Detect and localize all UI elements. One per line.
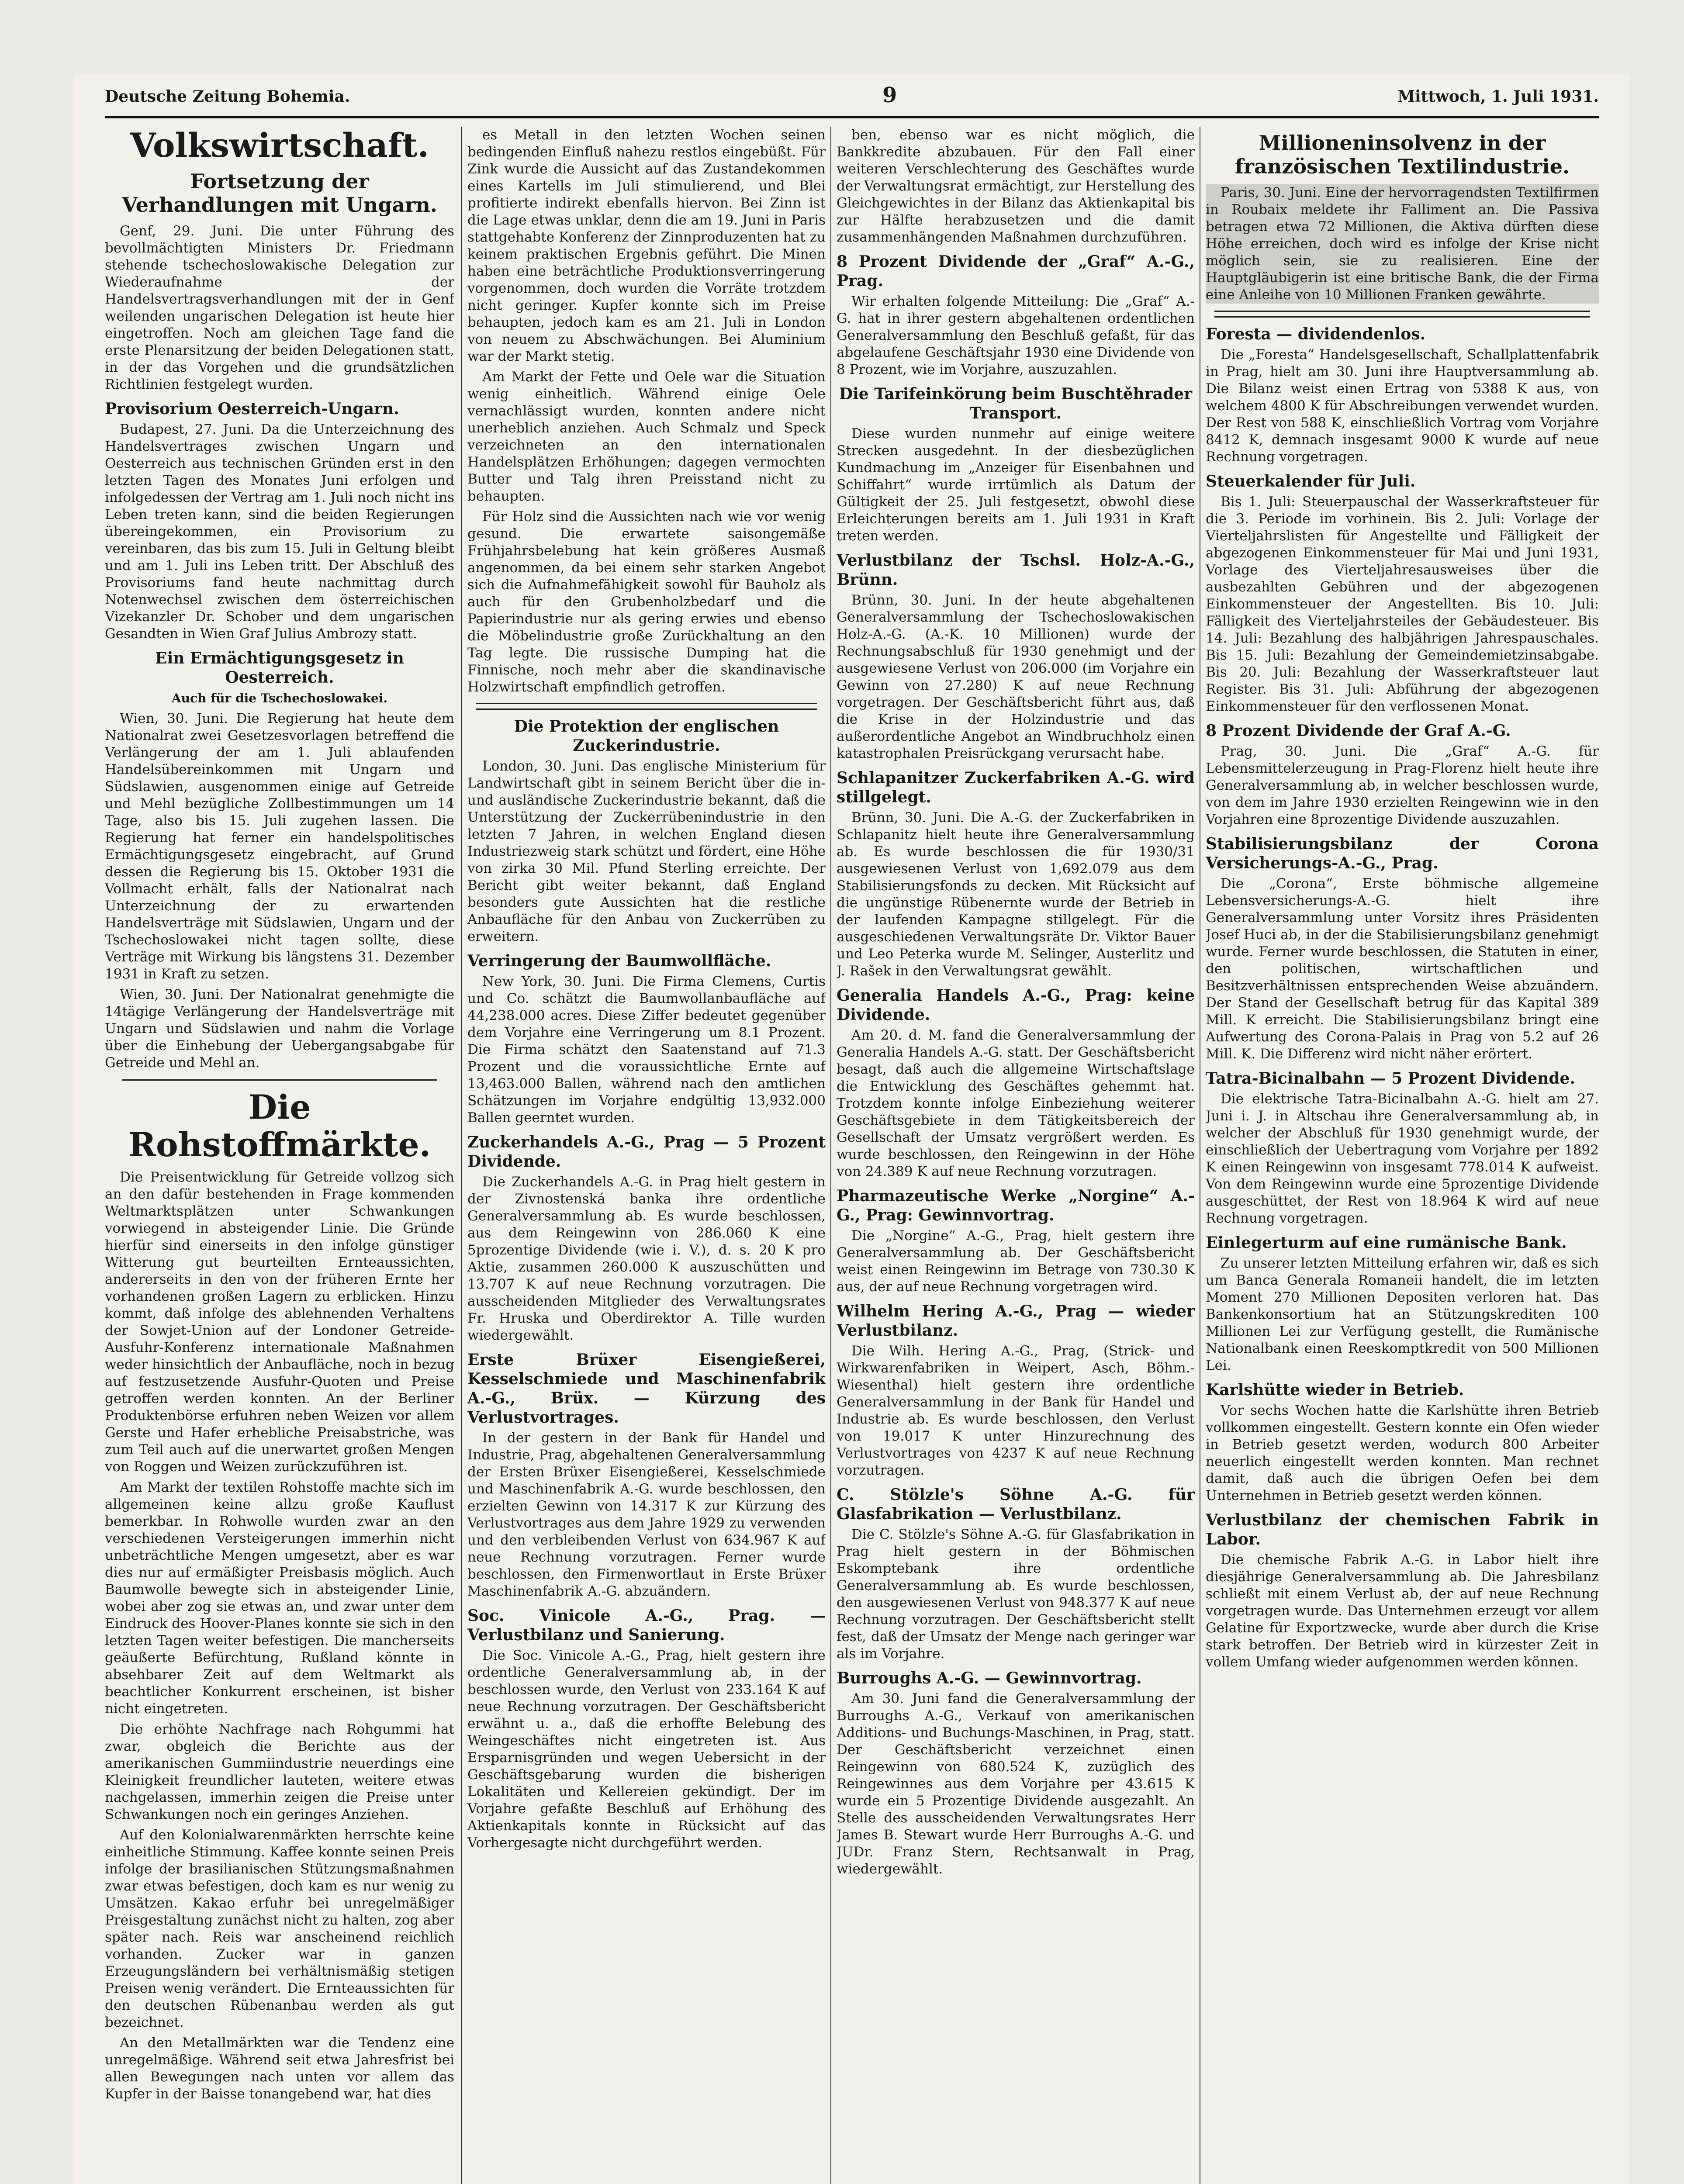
article-headline: Pharmazeutische Werke „Norgine“ A.-G., Prag: Gewinnvortrag. (837, 1187, 1195, 1224)
article-paragraph: Brünn, 30. Juni. In der heute abgehaltenen Generalversammlung der Tschechoslowakischen Holz-A.-G. (A.-K. 10 Millionen) wurde der Rechnungsabschluß für 1930 genehmigt und der ausgewiesene Verlust von 206.000 (im Vorjahre ein Gewinn von 27.280) K auf neue Rechnung vorgetragen. Der Geschäftsbericht führt aus, daß die Krise in der Holzindustrie und das außerordentliche Angebot an Windbruchholz einen katastrophalen Preisrückgang verursacht habe. (837, 592, 1195, 761)
article-paragraph: Wien, 30. Juni. Die Regierung hat heute dem Nationalrat zwei Gesetzesvorlagen betreffend die Verlängerung der am 1. Juli ablaufenden Handelsübereinkommen mit Ungarn und Südslawien, ausgenommen einige auf Getreide und Mehl bezügliche Zollbestimmungen um 14 Tage, also bis 15. Juli zugehen lassen. Die Regierung hat ferner ein handelspolitisches Ermächtigungsgesetz eingebracht, auf Grund dessen die Regierung bis 15. Oktober 1931 die Vollmacht erhält, falls der Nationalrat nach Unterzeichnung der zu erwartenden Handelsverträge mit Südslawien, Ungarn und der Tschechoslowakei nicht tagen sollte, diese Verträge mit Wirkung bis längstens 31. Dezember 1931 in Kraft zu setzen. (105, 711, 454, 982)
column-1 (105, 127, 454, 2184)
article-paragraph: Wien, 30. Juni. Der Nationalrat genehmigte die 14tägige Verlängerung der Handelsverträge mit Ungarn und Südslawien und nahm die Vorlage über die Einhebung der Uebergangsabgabe für Getreide und Mehl an. (105, 987, 454, 1071)
article-paragraph: ben, ebenso war es nicht möglich, die Bankkredite abzubauen. Für den Fall einer weiteren Verschlechterung des Geschäftes wurde der Verwaltungsrat ermächtigt, zur Herstellung des Gleichgewichtes in der Bilanz das Aktienkapital bis zur Hälfte herabzusetzen und die damit zusammenhängenden Maßnahmen durchzuführen. (837, 127, 1195, 245)
article-paragraph: Die Wilh. Hering A.-G., Prag, (Strick- und Wirkwarenfabriken in Weipert, Asch, Böhm.-Wiesenthal) hielt gestern ihre ordentliche Generalversammlung in der Bank für Handel und Industrie ab. Es wurde beschlossen, den Verlust von 19.017 K unter Hinzurechnung des Verlustvortrages von 4237 K auf neue Rechnung vorzutragen. (837, 1343, 1195, 1478)
section-title: Volkswirtschaft. (130, 127, 429, 165)
masthead (105, 83, 1599, 114)
article-paragraph: Diese wurden nunmehr auf einige weitere Strecken ausgedehnt. In der diesbezüglichen Kundmachung im „Anzeiger für Eisenbahnen und Schiffahrt“ wurde irrtümlich als Datum der Gültigkeit der 25. Juli festgesetzt, obwohl diese Erleichterungen bereits am 1. Juli 1931 in Kraft treten werden. (837, 426, 1195, 544)
article-headline: Foresta — dividendenlos. (1206, 325, 1426, 343)
article-paragraph: Die „Foresta“ Handelsgesellschaft, Schallplattenfabrik in Prag, hielt am 30. Juni ihre Hauptversammlung ab. Die Bilanz weist einen Ertrag von 5388 K aus, von welchem 4800 K für Abschreibungen verwendet wurden. Der Rest von 588 K, einschließlich Vortrag vom Vorjahre 8412 K, demnach insgesamt 9000 K wurde auf neue Rechnung vorgetragen. (1206, 347, 1599, 465)
article-paragraph: In der gestern in der Bank für Handel und Industrie, Prag, abgehaltenen Generalversammlung der Ersten Brüxer Eisengießerei, Kesselschmiede und Maschinenfabrik A.-G. wurde beschlossen, den erzielten Gewinn von 14.317 K zur Kürzung des Verlustvortrages aus dem Jahre 1929 zu verwenden und den verbleibenden Verlust von 634.967 K auf neue Rechnung vorzutragen. Ferner wurde beschlossen, den Firmenwortlaut in Erste Brüxer Maschinenfabrik A.-G. abzuändern. (467, 1430, 826, 1599)
article-headline: Tatra-Bicinalbahn — 5 Prozent Dividende. (1206, 1069, 1575, 1088)
article-paragraph: Die C. Stölzle's Söhne A.-G. für Glasfabrikation in Prag hielt gestern in der Böhmischen Eskomptebank ihre ordentliche Generalversammlung ab. Es wurde beschlossen, den ausgewiesenen Verlust von 948.377 K auf neue Rechnung vorzutragen. Der Geschäftsbericht stellt fest, daß der Umsatz der Menge nach geringer war als im Vorjahre. (837, 1527, 1195, 1662)
article-headline: Wilhelm Hering A.-G., Prag — wieder Verlustbilanz. (837, 1302, 1195, 1340)
article-paragraph: Die Soc. Vinicole A.-G., Prag, hielt gestern ihre ordentliche Generalversammlung ab, in der beschlossen wurde, den Verlust von 233.164 K auf neue Rechnung vorzutragen. Der Geschäftsbericht erwähnt u. a., daß die erhoffte Belebung des Weingeschäftes nicht eingetreten ist. Aus Ersparnisgründen und wegen Uebersicht in der Geschäftsgebarung wurden die bisherigen Lokalitäten und Kellereien gekündigt. Der im Vorjahre gefaßte Beschluß auf Erhöhung des Aktienkapitals konnte in Rücksicht auf das Vorhergesagte nicht durchgeführt werden. (467, 1648, 826, 1851)
header-rule (105, 116, 1599, 118)
article-paragraph: London, 30. Juni. Das englische Ministerium für Landwirtschaft gibt in seinem Bericht über die in- und ausländische Zuckerindustrie bekannt, daß die Unterstützung der Zuckerrübenindustrie in den letzten 7 Jahren, in welchen England diesen Industriezweig stark schützt und fördert, eine Höhe von zirka 30 Mil. Pfund Sterling erreichte. Der Bericht gibt weiter bekannt, daß England besonders gute Aussichten hat die restliche Anbaufläche für den Anbau von Zuckerrüben zu erweitern. (467, 758, 826, 944)
article-headline: 8 Prozent Dividende der „Graf“ A.-G., Prag. (837, 252, 1195, 290)
article-headline: Ein Ermächtigungsgesetz in Oesterreich. (155, 649, 404, 687)
article-paragraph: An den Metallmärkten war die Tendenz eine unregelmäßige. Während seit etwa Jahresfrist bei allen Bewegungen nach unten vor allem das Kupfer in der Baisse tonangebend war, hat dies (105, 2035, 454, 2102)
article-paragraph: Zu unserer letzten Mitteilung erfahren wir, daß es sich um Banca Generala Romaneii handelt, die im letzten Moment 270 Millionen Depositen verloren hat. Das Bankenkonsortium hat an Stützungskrediten 100 Millionen Lei zur Verfügung gestellt, die Rumänische Nationalbank einen Reeskomptkredit von 500 Millionen Lei. (1206, 1255, 1599, 1373)
article-headline: Soc. Vinicole A.-G., Prag. — Verlustbilanz und Sanierung. (467, 1607, 826, 1644)
article-paragraph: Budapest, 27. Juni. Da die Unterzeichnung des Handelsvertrages zwischen Ungarn und Oesterreich aus technischen Gründen erst in den letzten Tagen des Monates Juni erfolgen und infolgedessen der Vertrag am 1. Juli noch nicht ins Leben treten kann, sind die beiden Regierungen übereingekommen, ein Provisorium zu vereinbaren, das bis zum 15. Juli in Geltung bleibt und am 1. Juli ins Leben tritt. Der Abschluß des Provisoriums fand heute nachmittag durch Notenwechsel zwischen dem österreichischen Vizekanzler Dr. Schober und dem ungarischen Gesandten in Wien Graf Julius Ambrozy statt. (105, 422, 454, 642)
article-paragraph: Bis 1. Juli: Steuerpauschal der Wasserkraftsteuer für die 3. Periode im vorhinein. Bis 2. Juli: Vorlage der Vierteljahrslisten für Angestellte und Fälligkeit der abgezogenen Einkommensteuer für Mai und Juni 1931, Vorlage des Vierteljahresausweises über die ausbezahlten Gebühren und der abgezogenen Einkommensteuer der Angestellten. Bis 10. Juli: Fälligkeit des Vierteljahrsteiles der Gebäudesteuer. Bis 14. Juli: Bezahlung des halbjährigen Jahrespauschales. Bis 15. Juli: Bezahlung der Gemeindemietzinsabgabe. Bis 20. Juli: Bezahlung der Wasserkraftsteuer laut Register. Bis 31. Juli: Abführung der abgezogenen Einkommensteuer für den verflossenen Monat. (1206, 494, 1599, 714)
article-headline: Verringerung der Baumwollfläche. (467, 952, 771, 970)
article-subheadline: Auch für die Tschechoslowakei. (171, 691, 388, 705)
divider (1214, 311, 1590, 318)
newspaper-page (74, 74, 1629, 2184)
article-paragraph: Paris, 30. Juni. Eine der hervorragendsten Textilfirmen in Roubaix meldete ihr Falliment an. Die Passiva betragen etwa 72 Millionen, die Aktiva dürften diese Höhe erreichen, doch wird es infolge der Krise nicht möglich sein, sie zu realisieren. Eine der Hauptgläubigerin ist eine britische Bank, die der Firma eine Anleihe von 10 Millionen Franken gewährte. (1206, 185, 1599, 303)
article-headline: Fortsetzung der Verhandlungen mit Ungarn. (122, 169, 437, 217)
article-paragraph: Auf den Kolonialwarenmärkten herrschte keine einheitliche Stimmung. Kaffee konnte seinen Preis infolge der brasilianischen Stützungsmaßnahmen zwar etwas befestigen, doch kam es nur wenig zu Umsätzen. Kakao erfuhr bei unregelmäßiger Preisgestaltung zunächst nicht zu halten, zog aber später nach. Reis war anscheinend reichlich vorhanden. Zucker war in ganzen Erzeugungsländern bei verhältnismäßig stetigen Preisen wenig verändert. Die Ernteaussichten für den deutschen Rübenanbau werden als gut bezeichnet. (105, 1827, 454, 2030)
article-paragraph: Brünn, 30. Juni. Die A.-G. der Zuckerfabriken in Schlapanitz hielt heute ihre Generalversammlung ab. Es wurde beschlossen die für 1930/31 ausgewiesenen Verlust von 1,692.079 aus dem Stabilisierungsfonds zu decken. Mit Rücksicht auf die ungünstige Rübenernte wurde der Betrieb in der laufenden Kampagne stillgelegt. Für die ausgeschiedenen Verwaltungsräte Dr. Viktor Bauer und Leo Peterka wurde M. Selinger, Austerlitz und J. Rašek in den Verwaltungsrat gewählt. (837, 810, 1195, 979)
article-headline: Einlegerturm auf eine rumänische Bank. (1206, 1234, 1567, 1252)
divider (122, 1079, 437, 1081)
article-paragraph: Wir erhalten folgende Mitteilung: Die „Graf“ A.-G. hat in ihrer gestern abgehaltenen ordentlichen Generalversammlung den Beschluß gefaßt, für das abgelaufene Geschäftsjahr 1930 eine Dividende von 8 Prozent, wie im Vorjahre, auszuzahlen. (837, 294, 1195, 377)
article-paragraph: Für Holz sind die Aussichten nach wie vor wenig gesund. Die erwartete saisongemäße Frühjahrsbelebung hat kein größeres Ausmaß angenommen, da bei einem sehr starken Angebot sich die Aufnahmefähigkeit sowohl für Bauholz als auch für den Grubenholzbedarf und die Papierindustrie nur als gering erwies und ebenso die Möbelindustrie große Zurückhaltung an den Tag legte. Die russische Dumping hat die Finnische, noch mehr aber die skandinavische Holzwirtschaft empfindlich getroffen. (467, 509, 826, 695)
article-headline: C. Stölzle's Söhne A.-G. für Glasfabrikation — Verlustbilanz. (837, 1486, 1195, 1523)
article-paragraph: Die „Norgine“ A.-G., Prag, hielt gestern ihre Generalversammlung ab. Der Geschäftsbericht weist einen Reingewinn im Betrage von 730.30 K aus, der auf neue Rechnung vorgetragen wird. (837, 1228, 1195, 1295)
article-paragraph: Vor sechs Wochen hatte die Karlshütte ihren Betrieb vollkommen eingestellt. Gestern konnte ein Ofen wieder in Betrieb gesetzt werden, wodurch 800 Arbeiter neuerlich eingestellt werden konnten. Man rechnet damit, daß auch die übrigen Oefen bei dem Unternehmen in Betrieb gesetzt werden können. (1206, 1403, 1599, 1503)
column-divider (461, 127, 462, 2184)
article-paragraph: New York, 30. Juni. Die Firma Clemens, Curtis und Co. schätzt die Baumwollanbaufläche auf 44,238.000 acres. Diese Ziffer bedeutet gegenüber dem Vorjahre eine Verringerung um 8.1 Prozent. Die Firma schätzt den Saatenstand auf 71.3 Prozent und die voraussichtliche Ernte auf 13,463.000 Ballen, während nach den amtlichen Schätzungen im Vorjahre endgültig 13,932.000 Ballen geerntet wurden. (467, 974, 826, 1126)
article-headline: Schlapanitzer Zuckerfabriken A.-G. wird stillgelegt. (837, 769, 1195, 806)
article-paragraph: es Metall in den letzten Wochen seinen bedingenden Einfluß nahezu restlos eingebüßt. Für Zink wurde die Aussicht auf das Zustandekommen eines Kartells im Juli stimulierend, und Blei profitierte indirekt ebenfalls hiervon. Bei Zinn ist die Lage etwas unklar, denn die am 19. Juni in Paris stattgehabte Konferenz der Zinnproduzenten hat zu keinem praktischen Ergebnis geführt. Die Minen haben eine beträchtliche Produktionsverringerung vorgenommen, doch wurden die Vorräte trotzdem nicht geringer. Kupfer konnte sich im Preise behaupten, jedoch kam es am 21. Juli in London von neuem zu Abschwächungen. Bei Aluminium war der Markt stetig. (467, 127, 826, 364)
article-paragraph: Prag, 30. Juni. Die „Graf“ A.-G. für Lebensmittelerzeugung in Prag-Florenz hielt heute ihre Generalversammlung ab, in welcher beschlossen wurde, von dem im Jahre 1930 erzielten Reingewinn wie in den Vorjahren eine 8prozentige Dividende auszuzahlen. (1206, 743, 1599, 827)
article-headline: Die Protektion der englischen Zuckerindustrie. (514, 717, 779, 755)
column-3 (837, 127, 1195, 2184)
column-divider (830, 127, 831, 2184)
newspaper-name: Deutsche Zeitung Bohemia. (105, 87, 350, 106)
article-headline: Stabilisierungsbilanz der Corona Versicherungs-A.-G., Prag. (1206, 835, 1599, 872)
article-headline: Burroughs A.-G. — Gewinnvortrag. (837, 1669, 1142, 1687)
divider (476, 703, 817, 710)
article-paragraph: Die Preisentwicklung für Getreide vollzog sich an den dafür bestehenden in Frage kommenden Weltmarktsplätzen unter Schwankungen vorwiegend in absteigender Linie. Die Gründe hierfür sind einerseits in den infolge günstiger Witterung gut beurteilten Ernteaussichten, andererseits in den von der früheren Ernte her vorhandenen großen Lagern zu erblicken. Hinzu kommt, daß infolge des ablehnenden Verhaltens der Sowjet-Union auf der Londoner Getreide-Ausfuhr-Konferenz internationale Maßnahmen weder hinsichtlich der Anbaufläche, noch in bezug auf festzusetzende Ausfuhr-Quoten und Preise getroffen werden konnten. An der Berliner Produktenbörse erfuhren neben Weizen vor allem Gerste und Hafer erhebliche Preisabstriche, was zum Teil auch auf die unerwartet großen Mengen von Roggen und Weizen zurückzuführen ist. (105, 1169, 454, 1475)
article-headline: Provisorium Oesterreich-Ungarn. (105, 400, 399, 418)
article-headline: Generalia Handels A.-G., Prag: keine Dividende. (837, 986, 1195, 1024)
page-number: 9 (882, 83, 897, 107)
article-headline: Steuerkalender für Juli. (1206, 472, 1416, 491)
article-headline: Die Tarifeinkörung beim Buschtěhrader Transport. (839, 385, 1193, 422)
article-paragraph: Am 20. d. M. fand die Generalversammlung der Generalia Handels A.-G. statt. Der Geschäftsbericht besagt, daß auch die allgemeine Wirtschaftslage die Entwicklung des Geschäftes gehemmt hat. Trotzdem konnte infolge Einbeziehung weiterer Geschäftsgebiete in dem Tätigkeitsbereich der Gesellschaft der Umsatz vergrößert werden. Es wurde beschlossen, den Reingewinn in der Höhe von 24.389 K auf neue Rechnung vorzutragen. (837, 1027, 1195, 1179)
article-headline: Erste Brüxer Eisengießerei, Kesselschmiede und Maschinenfabrik A.-G., Brüx. — Kürzung des Verlustvortrages. (467, 1351, 826, 1427)
article-paragraph: Die Zuckerhandels A.-G. in Prag hielt gestern in der Zivnostenská banka ihre ordentliche Generalversammlung ab. Es wurde beschlossen, aus dem Reingewinn von 286.060 K eine 5prozentige Dividende (wie i. V.), d. s. 20 K pro Aktie, zusammen 260.000 K auszuschütten und 13.707 K auf neue Rechnung vorzutragen. Die ausscheidenden Mitglieder des Verwaltungsrates Fr. Hruska und Oberdirektor A. Tille wurden wiedergewählt. (467, 1174, 826, 1343)
article-paragraph: Am 30. Juni fand die Generalversammlung der Burroughs A.-G., Verkauf von amerikanischen Additions- und Buchungs-Maschinen, in Prag, statt. Der Geschäftsbericht verzeichnet einen Reingewinn von 680.524 K, zuzüglich des Reingewinnes aus dem Vorjahre per 43.615 K wurde ein 5 Prozentige Dividende ausgezahlt. An Stelle des ausscheidenden Verwaltungsrates Herr James B. Stewart wurde Herr Burroughs A.-G. und JUDr. Franz Stern, Rechtsanwalt in Prag, wiedergewählt. (837, 1691, 1195, 1877)
article-paragraph: Am Markt der Fette und Oele war die Situation wenig einheitlich. Während einige Oele vernachlässigt wurden, konnten andere nicht unerheblich anziehen. Auch Schmalz und Speck verzeichneten an den internationalen Handelsplätzen Erhöhungen; dagegen vermochten Butter und Talg ihren Preisstand nicht zu behaupten. (467, 369, 826, 504)
article-paragraph: Die chemische Fabrik A.-G. in Labor hielt ihre diesjährige Generalversammlung ab. Die Jahresbilanz schließt mit einem Verlust ab, der auf neue Rechnung vorgetragen wurde. Das Unternehmen erzeugt vor allem Gelatine für Exportzwecke, wurde aber durch die Krise stark betroffen. Der Betrieb wird in kürzester Zeit in vollem Umfang wieder aufgenommen werden können. (1206, 1552, 1599, 1670)
column-4 (1206, 127, 1599, 2184)
article-headline: Verlustbilanz der Tschsl. Holz-A.-G., Brünn. (837, 551, 1195, 589)
article-paragraph: Genf, 29. Juni. Die unter Führung des bevollmächtigten Ministers Dr. Friedmann stehende tschechoslowakische Delegation zur Wiederaufnahme der Handelsvertragsverhandlungen mit der in Genf weilenden ungarischen Delegation ist heute hier eingetroffen. Noch am gleichen Tage fand die erste Plenarsitzung der beiden Delegationen statt, in der das Vorgehen und die grundsätzlichen Richtlinien festgelegt wurden. (105, 223, 454, 392)
article-headline: 8 Prozent Dividende der Graf A.-G. (1206, 722, 1511, 740)
article-headline: Karlshütte wieder in Betrieb. (1206, 1381, 1464, 1399)
article-paragraph: Die elektrische Tatra-Bicinalbahn A.-G. hielt am 27. Juni i. J. in Altschau ihre Generalversammlung ab, in welcher der Abschluß für 1930 genehmigt wurde, der einschließlich der Uebertragung vom Vorjahre per 1892 K einen Reingewinn von insgesamt 778.014 K aufweist. Von dem Reingewinn wurde eine 5prozentige Dividende ausgeschüttet, der Rest von 18.964 K wird auf neue Rechnung vorgetragen. (1206, 1091, 1599, 1226)
column-2 (467, 127, 826, 2184)
section-title: Die Rohstoffmärkte. (128, 1088, 431, 1164)
article-headline: Zuckerhandels A.-G., Prag — 5 Prozent Dividende. (467, 1133, 826, 1171)
article-headline: Millioneninsolvenz in der französischen Textilindustrie. (1234, 131, 1570, 178)
article-paragraph: Die „Corona“, Erste böhmische allgemeine Lebensversicherungs-A.-G. hielt ihre Generalversammlung unter Vorsitz ihres Präsidenten Josef Huci ab, in der die Stabilisierungsbilanz genehmigt wurde. Ferner wurde beschlossen, die Statuten in einer, den politischen, wirtschaftlichen und Besitzverhältnissen entsprechenden Weise abzuändern. Der Stand der Gesellschaft betrug für das Kapital 389 Mill. K erreicht. Die Stabilisierungsbilanz bringt eine Aufwertung des Corona-Palais in Prag von 5.2 auf 26 Mill. K. Die Differenz wird nicht näher erörtert. (1206, 876, 1599, 1062)
article-headline: Verlustbilanz der chemischen Fabrik in Labor. (1206, 1511, 1599, 1548)
article-paragraph: Die erhöhte Nachfrage nach Rohgummi hat zwar, obgleich die Berichte aus der amerikanischen Gummiindustrie neuerdings eine Kleinigkeit freundlicher lauteten, weitere etwas nachgelassen, immerhin zeigen die Preise unter Schwankungen noch ein geringes Anziehen. (105, 1721, 454, 1822)
issue-date: Mittwoch, 1. Juli 1931. (1397, 87, 1599, 106)
article-paragraph: Am Markt der textilen Rohstoffe machte sich im allgemeinen keine allzu große Kauflust bemerkbar. In Rohwolle wurden zwar an den verschiedenen Versteigerungen immerhin nicht unbeträchtliche Mengen umgesetzt, aber es war dies nur auf ermäßigter Preisbasis möglich. Auch Baumwolle bewegte sich in absteigender Linie, wobei aber zog sie etwas an, und zwar unter dem Eindruck des Hoover-Planes konnte sie sich in den letzten Tagen weiter befestigen. Die mancherseits geäußerte Befürchtung, Rußland könnte in absehbarer Zeit auf dem Weltmarkt als beachtlicher Konkurrent erscheinen, ist bisher nicht eingetreten. (105, 1479, 454, 1717)
